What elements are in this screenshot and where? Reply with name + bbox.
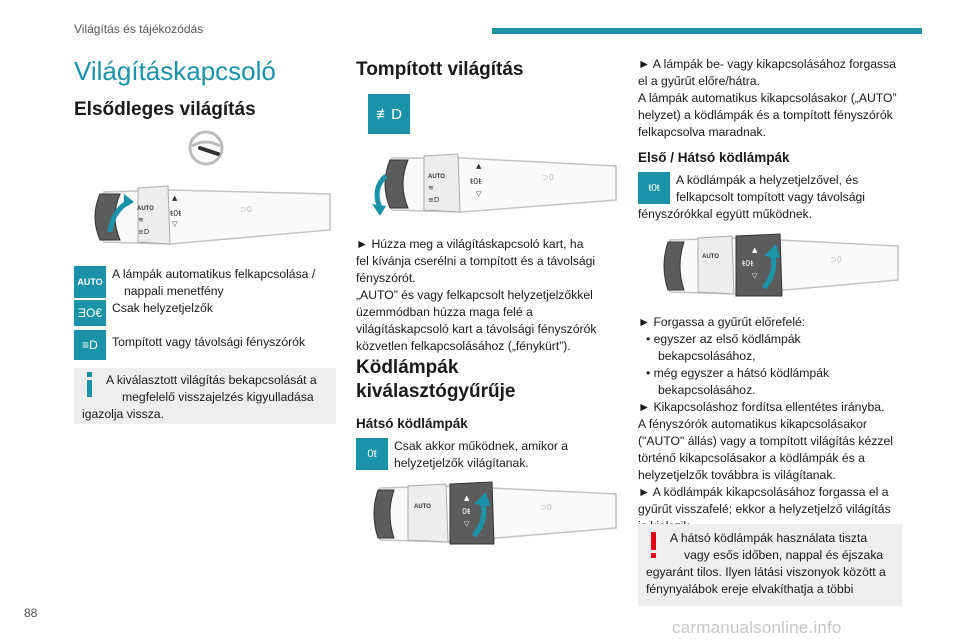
warning-line1: A hátsó ködlámpák használata tiszta xyxy=(670,531,868,545)
svg-text:≡D: ≡D xyxy=(138,228,150,236)
front-rear-fog-icon: ŧ0ŧ xyxy=(638,172,670,204)
low-beam-line5: üzemmódban húzza maga felé a xyxy=(356,305,533,319)
step-line8: ("AUTO" állás) vagy a tompított világítás kézzel xyxy=(638,434,893,448)
auto-icon xyxy=(74,266,106,298)
low-beam-line2: fel kívánja cserélni a tompított és a távolsági xyxy=(356,254,596,268)
headlight-text: Tompított vagy távolsági fényszórók xyxy=(112,335,306,349)
step-line12: gyűrűt visszafelé; ekkor a helyzetjelző világítás xyxy=(638,502,891,516)
info-line3: igazolja vissza. xyxy=(82,407,164,421)
svg-text:AUTO: AUTO xyxy=(428,174,445,180)
right-top-line2: el a gyűrűt előre/hátra. xyxy=(638,74,760,88)
svg-text:AUTO: AUTO xyxy=(702,254,719,260)
step-line10: helyzetjelzők továbbra is világítanak. xyxy=(638,468,836,482)
front-rear-fog-heading: Első / Hátsó ködlámpák xyxy=(638,150,790,165)
svg-text:▽: ▽ xyxy=(172,220,178,228)
page-title: Világításkapcsoló xyxy=(74,56,276,86)
rear-fog-heading: Hátsó ködlámpák xyxy=(356,416,468,431)
pull-arrow-icon xyxy=(366,172,396,218)
auto-text-line2: nappali menetfény xyxy=(124,284,224,298)
step-line1: ► Forgassa a gyűrűt előrefelé: xyxy=(638,315,806,329)
svg-text:⊃0: ⊃0 xyxy=(542,173,554,182)
step-line3: bekapcsolásához, xyxy=(658,349,756,363)
rear-fog-line2: helyzetjelzők világítanak. xyxy=(394,456,529,470)
svg-text:ŧ0ŧ: ŧ0ŧ xyxy=(170,209,182,218)
warning-line4: fénynyalábok ereje elvakíthatja a többi xyxy=(646,582,854,596)
warning-line2: vagy esős időben, nappal és éjszaka xyxy=(684,548,884,562)
auto-icon-label: AUTO xyxy=(77,277,103,287)
svg-text:⊃0: ⊃0 xyxy=(240,205,252,214)
svg-text:▲: ▲ xyxy=(476,162,482,170)
low-beam-line7: közvetlen felkapcsolásához („fénykürt”). xyxy=(356,339,571,353)
low-beam-icon: ≢D xyxy=(368,94,410,134)
primary-lighting-heading: Elsődleges világítás xyxy=(74,99,256,120)
info-line1: A kiválasztott világítás bekapcsolását a xyxy=(106,373,317,387)
low-beam-heading: Tompított világítás xyxy=(356,59,524,80)
low-beam-line1: ► Húzza meg a világításkapcsoló kart, ha xyxy=(356,237,584,251)
right-top-line5: felkapcsolva maradnak. xyxy=(638,125,767,139)
low-beam-line6: világításkapcsoló kart a távolsági fényszórók xyxy=(356,322,597,336)
svg-text:⊃0: ⊃0 xyxy=(830,255,842,264)
info-icon xyxy=(86,372,94,398)
svg-text:≡D: ≡D xyxy=(428,196,440,204)
warning-line3: egyaránt tilos. Ilyen látási viszonyok között a xyxy=(646,565,886,579)
svg-text:▲: ▲ xyxy=(464,494,470,502)
warning-icon xyxy=(650,532,658,560)
svg-text:ŧ0ŧ: ŧ0ŧ xyxy=(742,259,754,268)
position-lights-icon: ƎO€ xyxy=(74,300,106,326)
low-beam-line4: „AUTO” és vagy felkapcsolt helyzetjelzőkkel xyxy=(356,288,593,302)
step-line5: bekapcsolásához. xyxy=(658,383,756,397)
fog-ring-heading-line2: kiválasztógyűrűje xyxy=(356,381,516,402)
right-top-line3: A lámpák automatikus kikapcsolásakor („AUTO” xyxy=(638,91,897,105)
svg-text:▽: ▽ xyxy=(464,520,470,528)
headlight-icon: ≡D xyxy=(74,330,106,360)
info-line2: megfelelő visszajelzés kigyulladása xyxy=(122,390,314,404)
front-rear-line2: felkapcsolt tompított vagy távolsági xyxy=(676,190,866,204)
svg-text:▽: ▽ xyxy=(476,190,482,198)
svg-text:AUTO: AUTO xyxy=(137,206,154,212)
position-lights-text: Csak helyzetjelzők xyxy=(112,301,213,315)
svg-text:≋: ≋ xyxy=(138,216,144,224)
right-top-line4: helyzet) a ködlámpák és a tompított fényszórók xyxy=(638,108,893,122)
step-line9: történő kikapcsolásakor a ködlámpák és a xyxy=(638,451,865,465)
svg-text:0ŧ: 0ŧ xyxy=(462,507,471,516)
rear-fog-line1: Csak akkor működnek, amikor a xyxy=(394,439,569,453)
step-line4: • még egyszer a hátsó ködlámpák xyxy=(646,366,830,380)
fog-ring-heading-line1: Ködlámpák xyxy=(356,357,459,378)
low-beam-line3: fényszórót. xyxy=(356,271,416,285)
rear-fog-stalk-illustration xyxy=(370,474,618,552)
auto-text-line1: A lámpák automatikus felkapcsolása / xyxy=(112,267,316,281)
right-top-line1: ► A lámpák be- vagy kikapcsolásához forgassa xyxy=(638,57,896,71)
header-accent-bar xyxy=(492,28,922,34)
low-beam-stalk-illustration xyxy=(362,150,617,220)
svg-text:▲: ▲ xyxy=(752,246,758,254)
svg-text:▲: ▲ xyxy=(172,194,178,202)
running-header: Világítás és tájékozódás xyxy=(74,22,204,36)
step-line11: ► A ködlámpák kikapcsolásához forgassa el a xyxy=(638,485,889,499)
front-rear-line3: fényszórókkal együtt működnek. xyxy=(638,207,813,221)
steering-wheel-icon xyxy=(186,128,226,168)
watermark: carmanualsonline.info xyxy=(672,618,842,637)
svg-text:▽: ▽ xyxy=(752,272,758,280)
svg-text:⊃0: ⊃0 xyxy=(540,503,552,512)
front-rear-line1: A ködlámpák a helyzetjelzővel, és xyxy=(676,173,859,187)
light-stalk-illustration xyxy=(90,172,335,262)
svg-text:ŧ0ŧ: ŧ0ŧ xyxy=(470,177,482,186)
step-line2: • egyszer az első ködlámpák xyxy=(646,332,801,346)
rear-fog-icon: 0ŧ xyxy=(356,438,388,470)
front-rear-fog-stalk-illustration xyxy=(660,228,900,304)
svg-text:≋: ≋ xyxy=(428,184,434,192)
svg-text:AUTO: AUTO xyxy=(414,504,431,510)
page-number: 88 xyxy=(24,606,38,620)
step-line6: ► Kikapcsoláshoz fordítsa ellentétes irányba. xyxy=(638,400,885,414)
step-line7: A fényszórók automatikus kikapcsolásakor xyxy=(638,417,867,431)
